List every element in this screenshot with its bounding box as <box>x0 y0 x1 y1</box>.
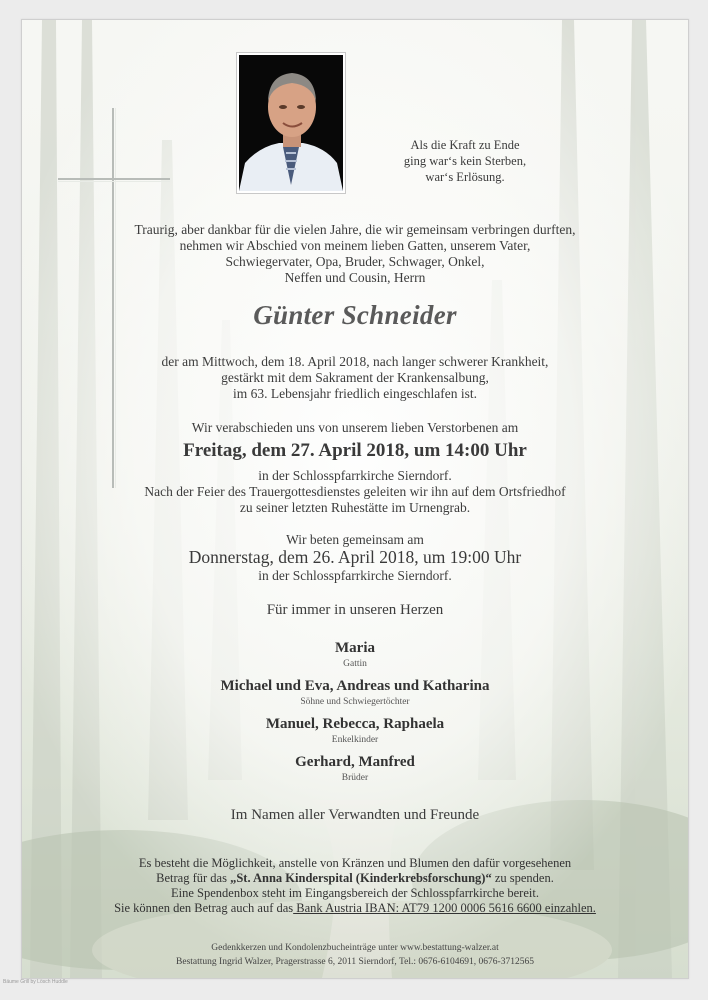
intro-line: Schwiegervater, Opa, Bruder, Schwager, Onkel, <box>225 254 485 269</box>
death-notice-line: im 63. Lebensjahr friedlich eingeschlafen ist. <box>232 386 478 401</box>
death-notice-line: gestärkt mit dem Sakrament der Krankensalbung, <box>221 370 489 385</box>
donation-text: Sie können den Betrag auch auf das <box>114 901 294 915</box>
mourner-names: Michael und Eva, Andreas und Katharina <box>220 678 490 694</box>
footer-funeral-home: Bestattung Ingrid Walzer, Pragerstrasse 6, 2011 Sierndorf, Tel.: 0676-6104691, 0676-3712565 <box>176 957 534 967</box>
mourner-names: Gerhard, Manfred <box>295 754 415 770</box>
quote-line: Als die Kraft zu Ende <box>410 138 520 152</box>
mourner-relation: Gattin <box>343 659 367 669</box>
donation-line: Es besteht die Möglichkeit, anstelle von Kränzen und Blumen den dafür vorgesehenen <box>138 856 572 870</box>
portrait-image <box>239 55 343 191</box>
memorial-quote <box>390 137 540 185</box>
mourner-names: Maria <box>335 640 375 656</box>
funeral-detail-line: in der Schlosspfarrkirche Sierndorf. <box>258 468 452 483</box>
bank-iban: Bank Austria IBAN: AT79 1200 0006 5616 6600 einzahlen. <box>293 901 596 915</box>
farewell-intro: Wir verabschieden uns von unserem lieben Verstorbenen am <box>191 420 519 435</box>
cross-horizontal-beam <box>58 178 170 180</box>
forever-line: Für immer in unseren Herzen <box>266 602 444 618</box>
donation-line <box>22 871 688 886</box>
deceased-name: Günter Schneider <box>253 300 457 330</box>
image-credit: Bäume Grill by Lösch Huddle <box>3 979 68 985</box>
intro-line: Neffen und Cousin, Herrn <box>284 270 426 285</box>
donation-line: Eine Spendenbox steht im Eingangsbereich der Schlosspfarrkirche bereit. <box>171 886 539 900</box>
quote-line: war‘s Erlösung. <box>425 170 505 184</box>
death-notice-line: der am Mittwoch, dem 18. April 2018, nach langer schwerer Krankheit, <box>161 354 549 369</box>
donation-text: Betrag für das <box>156 871 231 885</box>
mourner-relation: Brüder <box>341 773 369 783</box>
funeral-detail-line: Nach der Feier des Trauergottesdienstes geleiten wir ihn auf dem Ortsfriedhof <box>144 484 566 499</box>
intro-line: nehmen wir Abschied von meinem lieben Gatten, unserem Vater, <box>179 238 531 253</box>
prayer-place: in der Schlosspfarrkirche Sierndorf. <box>258 568 452 583</box>
funeral-detail-line: zu seiner letzten Ruhestätte im Urnengrab. <box>239 500 471 515</box>
prayer-date: Donnerstag, dem 26. April 2018, um 19:00 Uhr <box>188 547 522 567</box>
prayer-intro: Wir beten gemeinsam am <box>286 532 424 547</box>
footer-condolence: Gedenkkerzen und Kondolenzbucheinträge unter www.bestattung-walzer.at <box>211 943 499 953</box>
donation-text: zu spenden. <box>491 871 554 885</box>
donation-line <box>22 901 688 916</box>
funeral-date: Freitag, dem 27. April 2018, um 14:00 Uhr <box>183 440 527 461</box>
quote-line: ging war‘s kein Sterben, <box>403 154 527 168</box>
charity-name: „St. Anna Kinderspital (Kinderkrebsforschung)“ <box>230 871 492 885</box>
mourner-relation: Söhne und Schwiegertöchter <box>300 697 410 707</box>
mourner-relation: Enkelkinder <box>331 735 379 745</box>
mourner-names: Manuel, Rebecca, Raphaela <box>265 716 445 732</box>
portrait-photo <box>237 53 345 193</box>
intro-line: Traurig, aber dankbar für die vielen Jahre, die wir gemeinsam verbringen durften, <box>134 222 576 237</box>
on-behalf-line: Im Namen aller Verwandten und Freunde <box>230 807 480 823</box>
parte-card <box>21 19 689 979</box>
